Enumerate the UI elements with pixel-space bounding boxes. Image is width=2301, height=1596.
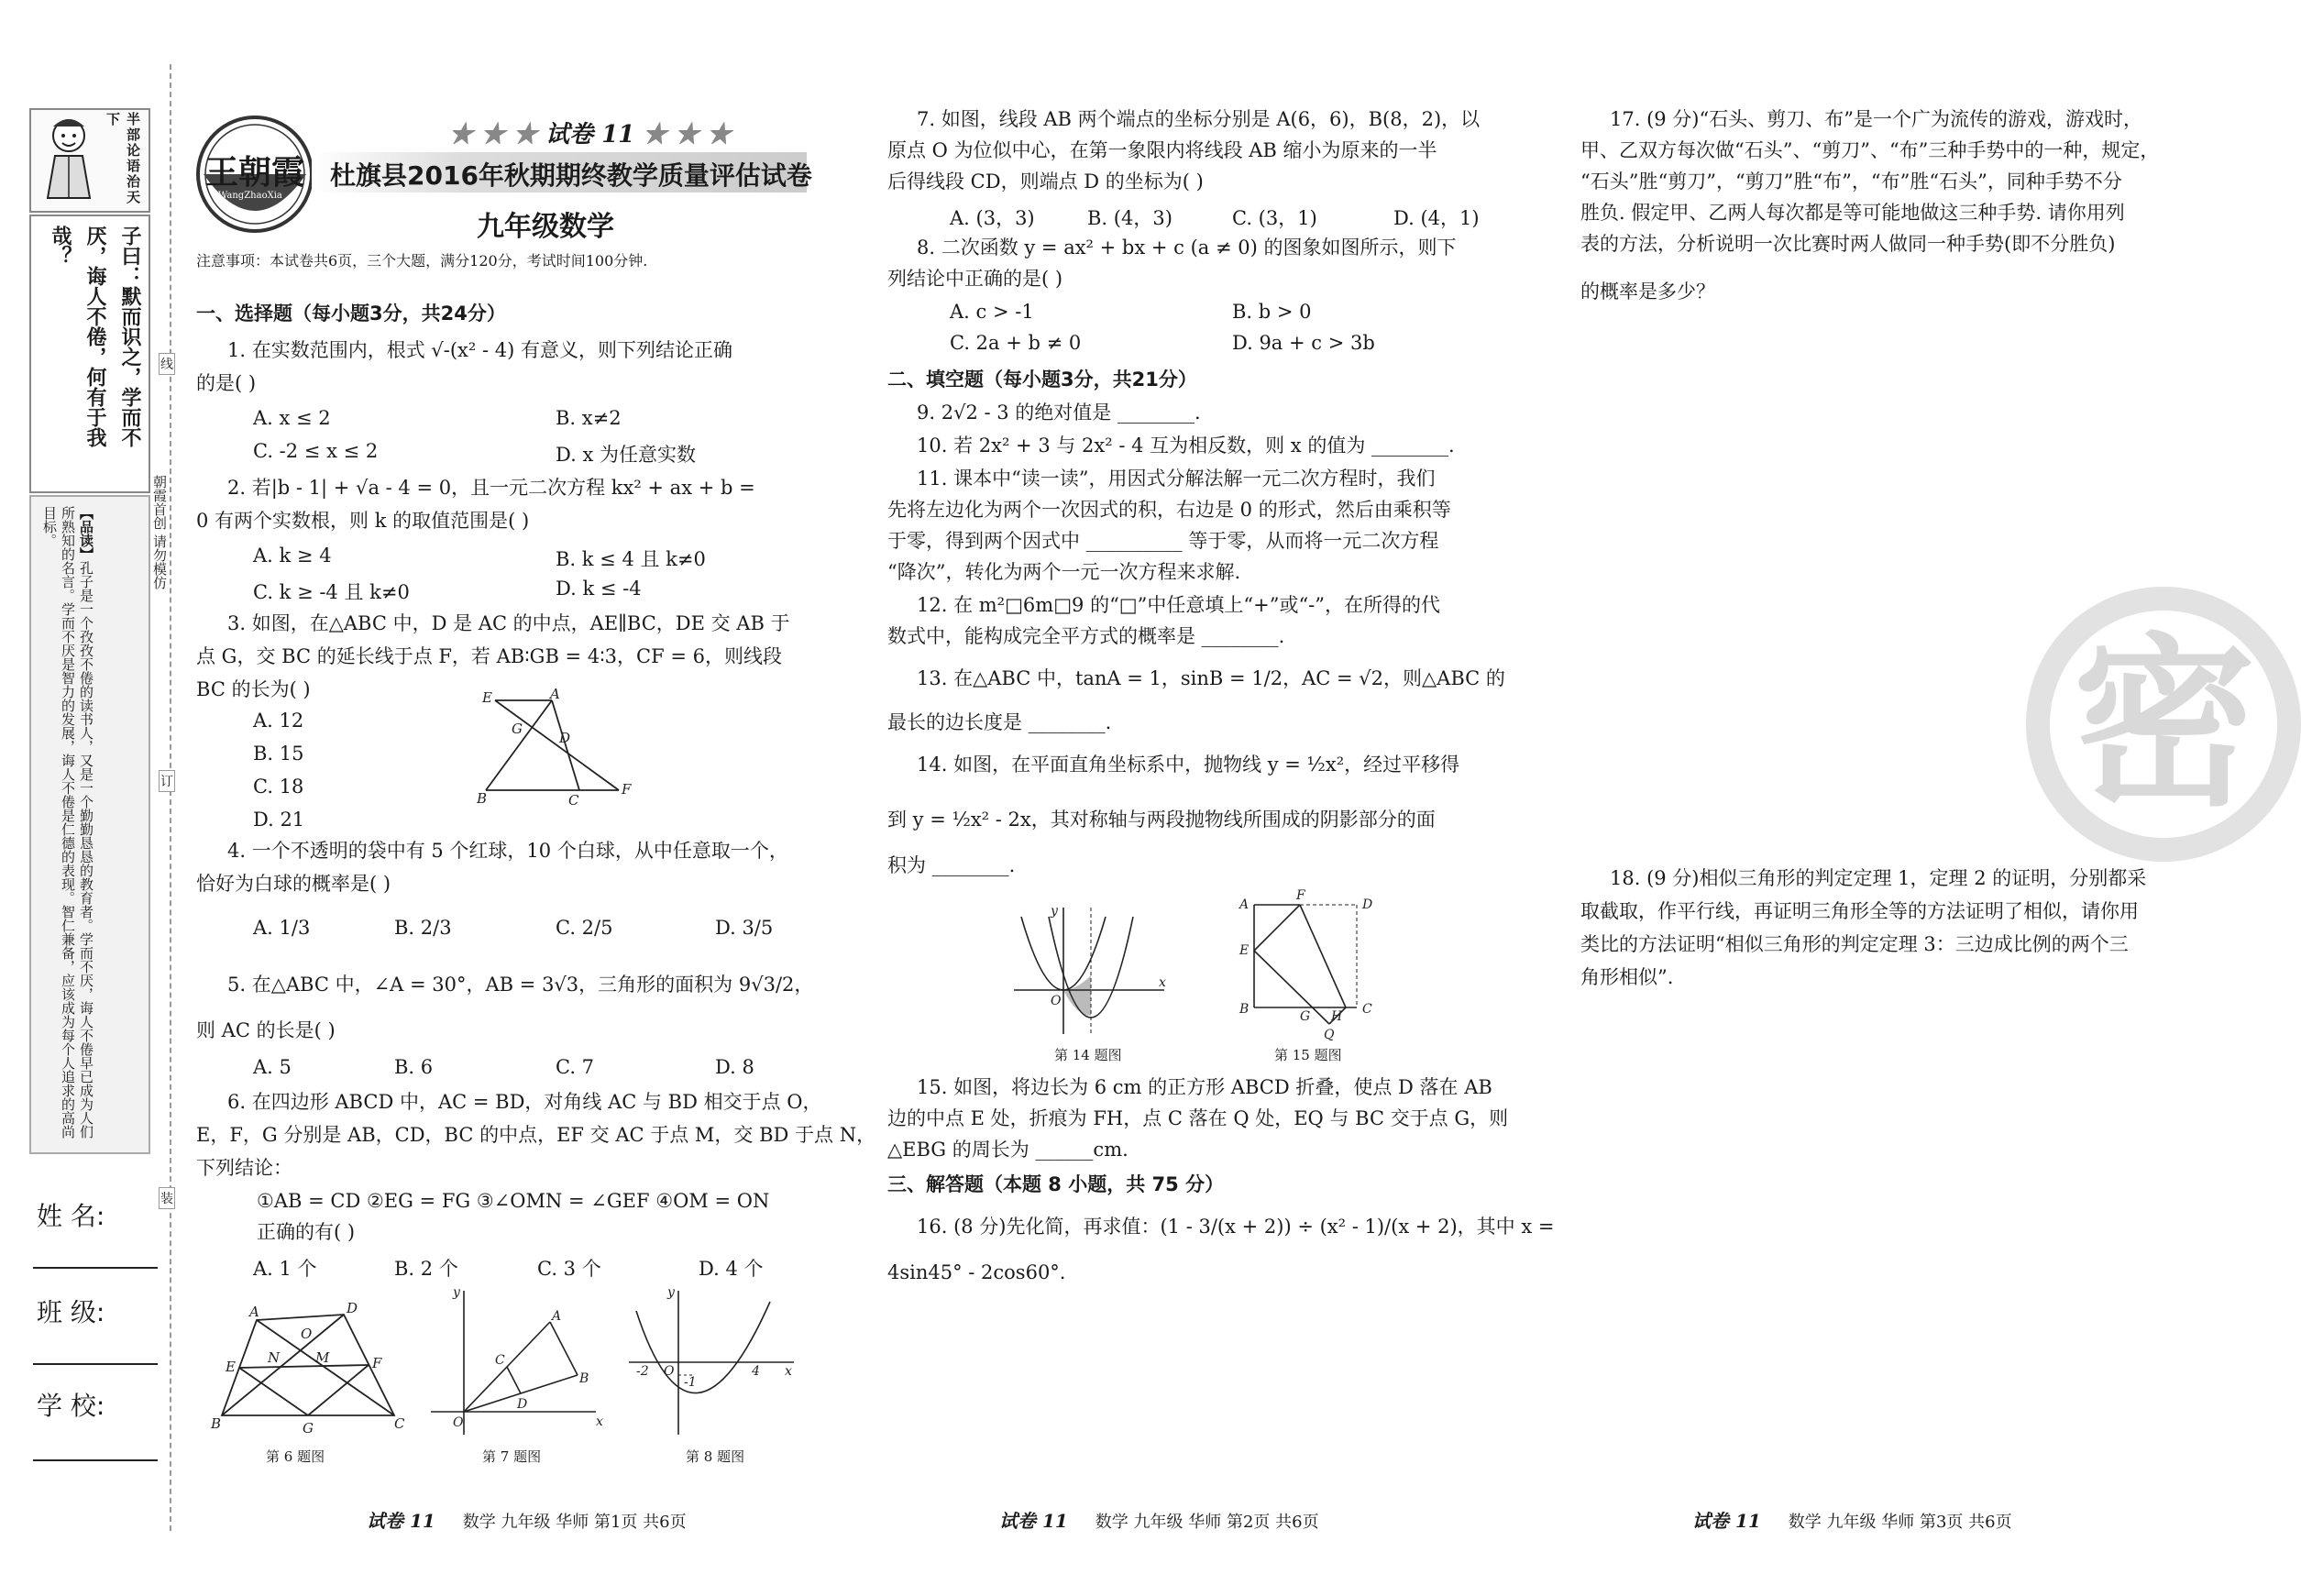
q4-line1: 4. 一个不透明的袋中有 5 个红球，10 个白球，从中任意取一个， [227,840,788,862]
star-icon: ★ ★ ★ [634,121,732,149]
q13-line1: 13. 在△ABC 中，tanA = 1，sinB = 1/2，AC = √2，则△ABC 的 [917,667,1505,689]
q16-line1: 16. (8 分)先化简，再求值：(1 - 3/(x + 2)) ÷ (x² - 1)/(x + 2)，其中 x = [917,1216,1555,1238]
q18-answer-area[interactable] [1580,999,2204,1476]
q14-figure [1008,898,1173,1036]
sidebar-reading [40,506,95,1143]
q13-line2: 最长的边长度是 ________. [887,711,1112,733]
q5-option-b[interactable]: B. 6 [394,1056,434,1078]
q17-line2: 甲、乙双方每次做“石头”、“剪刀”、“布”三种手势中的一种，规定， [1580,139,2160,161]
q2-option-a[interactable]: A. k ≥ 4 [253,545,332,567]
svg-text:D: D [347,1300,358,1316]
q4-line2: 恰好为白球的概率是( ) [196,873,391,895]
svg-text:H: H [1331,1009,1343,1024]
binding-char-3: 装 [159,1187,175,1209]
q5-option-a[interactable]: A. 5 [253,1056,292,1078]
svg-text:M: M [315,1349,330,1366]
q8-option-b[interactable]: B. b > 0 [1232,301,1312,323]
svg-text:A: A [249,1304,259,1320]
svg-text:D: D [517,1397,528,1412]
section-2-title: 二、填空题（每小题3分，共21分） [887,369,1197,391]
q17-line6: 的概率是多少？ [1580,281,1715,303]
footer-text: 数学 九年级 华师 第3页 共6页 [1788,1513,2012,1532]
section-3-title: 三、解答题（本题 8 小题，共 75 分） [887,1173,1225,1195]
q5-line2: 则 AC 的长是( ) [196,1019,336,1041]
q7-option-a[interactable]: A. (3，3) [950,207,1035,229]
svg-text:A: A [550,686,560,702]
q11-line1: 11. 课本中“读一读”，用因式分解法解一元二次方程时，我们 [917,468,1436,490]
svg-text:O: O [453,1415,464,1430]
exam-subject: 九年级数学 [477,211,614,243]
school-field[interactable] [33,1458,158,1461]
logo-small: WangZhaoXia [218,191,282,201]
svg-text:C: C [394,1415,405,1432]
q6-option-c[interactable]: C. 3 个 [537,1258,601,1280]
svg-text:D: D [559,730,571,746]
svg-text:B: B [211,1415,222,1432]
q8-line2: 列结论中正确的是( ) [887,268,1063,290]
q17-line3: “石头”胜“剪刀”，“剪刀”胜“布”，“布”胜“石头”，同种手势不分 [1580,171,2122,193]
q1-line1: 1. 在实数范围内，根式 √-(x² - 4) 有意义，则下列结论正确 [227,339,732,361]
q10: 10. 若 2x² + 3 与 2x² - 4 互为相反数，则 x 的值为 ________. [917,435,1455,457]
confucius-figure-icon [37,114,101,202]
page1-footer [367,1506,687,1533]
svg-text:B: B [579,1371,589,1386]
svg-text:G: G [303,1420,314,1436]
q7-option-c[interactable]: C. (3，1) [1232,207,1317,229]
q6-option-a[interactable]: A. 1 个 [253,1258,317,1280]
q6-line1: 6. 在四边形 ABCD 中，AC = BD，对角线 AC 与 BD 相交于点 O， [227,1091,822,1113]
svg-text:x: x [1159,975,1166,990]
q15-line3: △EBG 的周长为 ______cm. [887,1139,1128,1161]
svg-text:O: O [301,1326,313,1342]
q7-option-b[interactable]: B. (4，3) [1087,207,1173,229]
q3-option-a[interactable]: A. 12 [253,710,304,732]
svg-text:D: D [1362,897,1373,912]
name-field[interactable] [33,1265,158,1269]
q6-items: ①AB = CD ②EG = FG ③∠OMN = ∠GEF ④OM = ON [257,1190,770,1212]
q3-line2: 点 G，交 BC 的延长线于点 F，若 AB∶GB = 4∶3，CF = 6，则线段 [196,645,782,667]
svg-text:E: E [482,689,492,706]
svg-text:y: y [667,1285,675,1300]
star-icon: ★ ★ ★ [449,121,546,149]
q5-option-d[interactable]: D. 8 [715,1056,754,1078]
q11-line4: “降次”，转化为两个一元一次方程来求解. [887,561,1241,583]
svg-text:C: C [495,1353,505,1368]
q14-line2: 到 y = ½x² - 2x，其对称轴与两段抛物线所围成的阴影部分的面 [887,809,1436,831]
q18-line4: 角形相似”. [1580,966,1674,988]
q18-line1: 18. (9 分)相似三角形的判定定理 1，定理 2 的证明，分别都采 [1610,867,2147,889]
svg-text:-2: -2 [636,1364,649,1379]
footer-text: 数学 九年级 华师 第1页 共6页 [462,1513,687,1532]
svg-text:y: y [453,1285,460,1300]
fig-caption-14: 第 14 题图 [1054,1047,1122,1063]
svg-text:A: A [552,1309,562,1324]
binding-char-2: 订 [159,770,175,792]
q3-option-c[interactable]: C. 18 [253,776,304,798]
svg-text:O: O [664,1364,675,1379]
q2-line2: 0 有两个实数根，则 k 的取值范围是( ) [196,510,530,532]
q3-option-b[interactable]: B. 15 [253,743,304,765]
class-label: 班 级: [37,1297,105,1327]
q6-line3: 下列结论： [196,1157,292,1179]
q7-line3: 后得线段 CD，则端点 D 的坐标为( ) [887,171,1204,193]
exam-tag-text: 试卷 11 [545,121,635,149]
q8-option-d[interactable]: D. 9a + c > 3b [1232,332,1375,354]
q18-line3: 类比的方法证明“相似三角形的判定定理 3：三边成比例的两个三 [1580,933,2129,955]
q2-option-b[interactable]: B. k ≤ 4 且 k≠0 [556,548,706,570]
page3-footer [1692,1506,2012,1533]
svg-text:x: x [785,1364,792,1379]
q8-option-a[interactable]: A. c > -1 [950,301,1034,323]
seal-note: 朝霞首创 请勿模仿 [151,475,168,589]
q14-line3: 积为 ________. [887,854,1016,876]
exam-tag [449,116,732,149]
q14-line1: 14. 如图，在平面直角坐标系中，抛物线 y = ½x²，经过平移得 [917,754,1460,776]
q15-line2: 边的中点 E 处，折痕为 FH，点 C 落在 Q 处，EQ 与 BC 交于点 G，则 [887,1107,1509,1129]
exam-notice: 注意事项：本试卷共6页，三个大题，满分120分，考试时间100分钟. [196,252,648,270]
footer-text: 数学 九年级 华师 第2页 共6页 [1095,1513,1319,1532]
binding-line [170,64,171,1531]
q6-figure [211,1302,403,1439]
q1-line2: 的是( ) [196,372,257,394]
svg-text:Q: Q [1324,1028,1335,1042]
reading-title: 【品读】 [78,506,94,561]
q4-option-a[interactable]: A. 1/3 [253,917,311,939]
name-label: 姓 名: [37,1201,105,1231]
q7-line1: 7. 如图，线段 AB 两个端点的坐标分别是 A(6，6)，B(8，2)，以 [917,108,1481,130]
fig-caption-15: 第 15 题图 [1274,1047,1342,1063]
q16-line2: 4sin45° - 2cos60°. [887,1261,1066,1283]
svg-text:C: C [1362,1002,1372,1017]
svg-text:N: N [268,1349,281,1366]
svg-text:-1: -1 [684,1375,697,1390]
q7-line2: 原点 O 为位似中心，在第一象限内将线段 AB 缩小为原来的一半 [887,139,1437,161]
secret-watermark [2026,587,2301,862]
q4-option-b[interactable]: B. 2/3 [394,917,452,939]
fig-caption-7: 第 7 题图 [482,1448,542,1465]
fig-caption-6: 第 6 题图 [266,1448,325,1465]
q9: 9. 2√2 - 3 的绝对值是 ________. [917,402,1201,424]
q17-line1: 17. (9 分)“石头、剪刀、布”是一个广为流传的游戏，游戏时， [1610,108,2142,130]
q3-option-d[interactable]: D. 21 [253,809,305,831]
q15-figure [1228,885,1393,1040]
svg-text:O: O [1051,994,1062,1008]
q1-option-c[interactable]: C. -2 ≤ x ≤ 2 [253,440,379,462]
q8-option-c[interactable]: C. 2a + b ≠ 0 [950,332,1082,354]
reading-text: 孔子是一个孜孜不倦的读书人，又是一个勤勤恳恳的教育者。学而不厌，诲人不倦早已成为人们所熟知的名言。学而不厌是智力的发展，诲人不倦是仁德的表现。智仁兼备，应该成为每个人追求的高尚目标。 [41,506,94,1139]
q2-option-d[interactable]: D. k ≤ -4 [556,578,642,600]
q18-line2: 取截取，作平行线，再证明三角形全等的方法证明了相似，请你用 [1580,900,2139,922]
page2-footer [999,1506,1319,1533]
q2-line1: 2. 若|b - 1| + √a - 4 = 0，且一元二次方程 kx² + ax + b = [227,477,755,499]
q11-line2: 先将左边化为两个一次因式的积，右边是 0 的形式，然后由乘积等 [887,499,1451,521]
svg-text:G: G [1300,1009,1311,1024]
sidebar-quote: 子曰：默而识之，学而不厌，诲人不倦，何有于我哉？ [49,226,141,447]
q6-option-d[interactable]: D. 4 个 [699,1258,764,1280]
sidebar-top-chars: 半部论语治天下 [105,112,141,205]
footer-tag: 试卷 11 [367,1510,435,1532]
binding-char-1: 线 [159,353,175,375]
q6-option-b[interactable]: B. 2 个 [394,1258,458,1280]
q7-option-d[interactable]: D. (4，1) [1393,207,1480,229]
q8-line1: 8. 二次函数 y = ax² + bx + c (a ≠ 0) 的图象如图所示，则下 [917,237,1457,259]
footer-tag: 试卷 11 [999,1510,1068,1532]
svg-text:F: F [622,781,632,798]
svg-text:C: C [568,792,579,809]
q6-tail: 正确的有( ) [257,1221,356,1243]
q4-option-d[interactable]: D. 3/5 [715,917,774,939]
q17-line4: 胜负. 假定甲、乙两人每次都是等可能地做这三种手势. 请你用列 [1580,202,2125,224]
q12-line2: 数式中，能构成完全平方式的概率是 ________. [887,625,1285,647]
q1-option-a[interactable]: A. x ≤ 2 [253,407,331,429]
svg-text:x: x [596,1414,603,1429]
q5-line1: 5. 在△ABC 中，∠A = 30°，AB = 3√3，三角形的面积为 9√3/2， [227,974,814,996]
footer-tag: 试卷 11 [1692,1510,1761,1532]
q1-option-b[interactable]: B. x≠2 [556,407,622,429]
q12-line1: 12. 在 m²□6m□9 的“□”中任意填上“+”或“-”，在所得的代 [917,594,1441,616]
q5-option-c[interactable]: C. 7 [556,1056,595,1078]
svg-text:E: E [1239,943,1250,958]
svg-text:G: G [512,721,523,737]
svg-text:y: y [1051,904,1058,919]
school-label: 学 校: [37,1391,105,1421]
svg-text:B: B [1239,1002,1250,1017]
q1-option-d[interactable]: D. x 为任意实数 [556,444,696,466]
svg-text:A: A [1239,897,1250,912]
watermark-char: 密 [2072,618,2256,831]
class-field[interactable] [33,1361,158,1365]
svg-text:E: E [226,1359,236,1375]
q15-line1: 15. 如图，将边长为 6 cm 的正方形 ABCD 折叠，使点 D 落在 AB [917,1076,1492,1098]
q4-option-c[interactable]: C. 2/5 [556,917,613,939]
svg-text:B: B [477,790,488,807]
exam-title: 杜旗县2016年秋期期终教学质量评估试卷 [330,160,812,191]
fig-caption-8: 第 8 题图 [686,1448,745,1465]
q11-line3: 于零，得到两个因式中 __________ 等于零，从而将一元二次方程 [887,530,1439,552]
svg-text:F: F [1296,888,1305,903]
q8-figure [623,1283,798,1439]
q17-line5: 表的方法，分析说明一次比赛时两人做同一种手势(即不分胜负) [1580,233,2116,255]
q3-figure [477,686,642,809]
q7-figure [422,1283,605,1439]
logo-text: 王朝霞 [205,153,305,192]
section-1-title: 一、选择题（每小题3分，共24分） [196,303,506,325]
q2-option-c[interactable]: C. k ≥ -4 且 k≠0 [253,581,410,603]
q6-line2: E，F，G 分别是 AB，CD，BC 的中点，EF 交 AC 于点 M，交 BD 于点 N， [196,1124,876,1146]
q3-line3: BC 的长为( ) [196,678,311,700]
svg-text:4: 4 [752,1364,760,1379]
q3-line1: 3. 如图，在△ABC 中，D 是 AC 的中点，AE∥BC，DE 交 AB 于 [227,612,790,634]
svg-text:F: F [372,1355,382,1371]
